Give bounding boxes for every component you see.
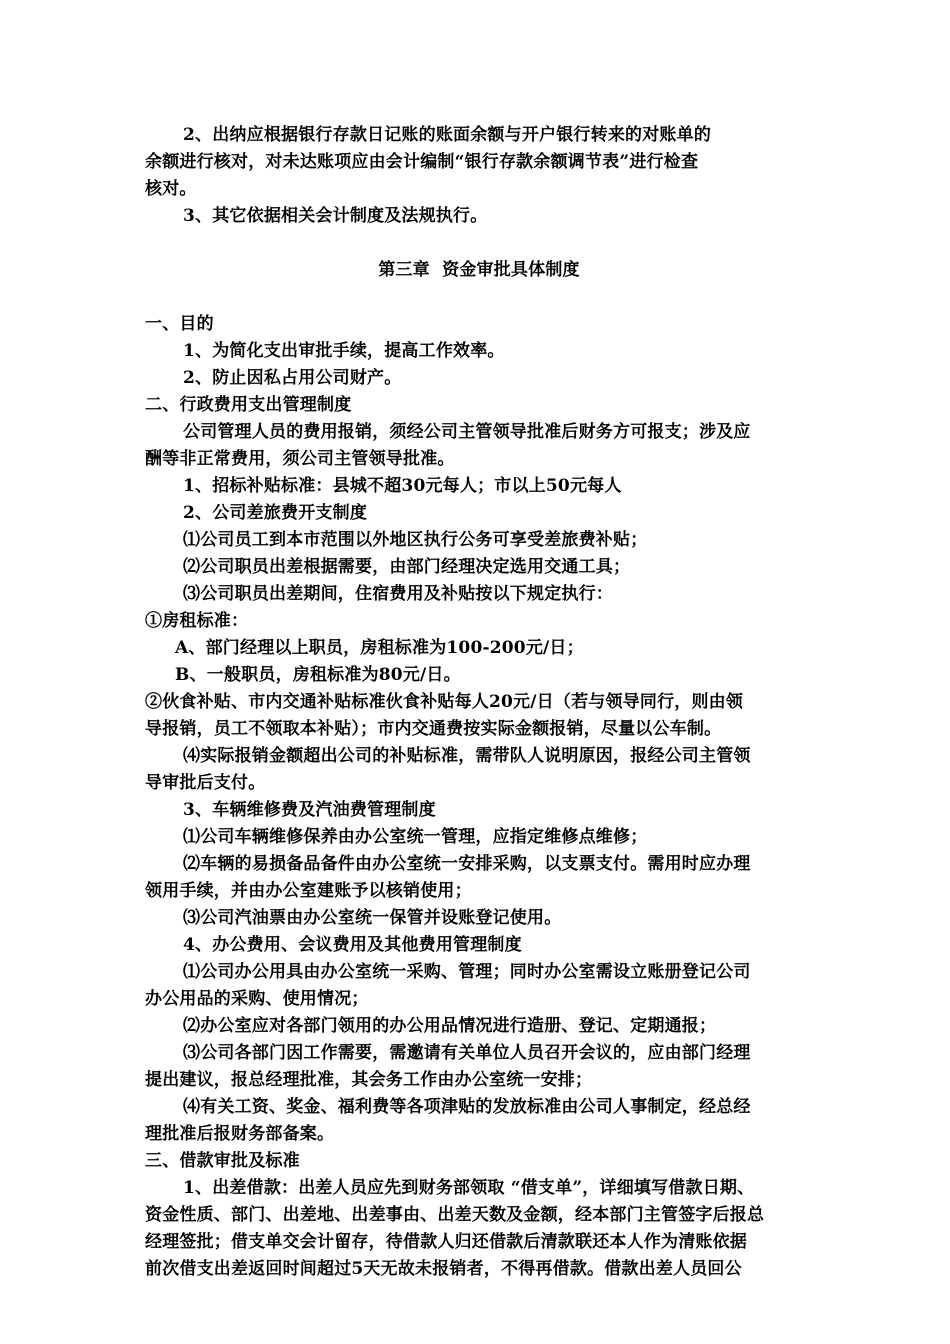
section-top [145, 122, 813, 230]
text-line: 2、出纳应根据银行存款日记账的账面余额与开户银行转来的对账单的 [183, 125, 712, 145]
text-line: 提出建议，报总经理批准，其会务工作由办公室统一安排； [145, 1070, 593, 1090]
text-line: ⑵车辆的易损备品备件由办公室统一安排采购，以支票支付。需用时应办理 [183, 854, 751, 874]
text-line: 1、出差借款：出差人员应先到财务部领取 “借支单”，详细填写借款日期、 [183, 1178, 755, 1198]
text-line: ⑶公司各部门因工作需要，需邀请有关单位人员召开会议的，应由部门经理 [183, 1043, 751, 1063]
text-line: ⑶公司职员出差期间，住宿费用及补贴按以下规定执行： [183, 584, 613, 604]
text-line: ⑴公司车辆维修保养由办公室统一管理，应指定维修点维修； [183, 827, 648, 847]
text-line: 1、为简化支出审批手续，提高工作效率。 [183, 341, 505, 361]
chapter-title: 第三章 资金审批具体制度 [378, 260, 580, 280]
text-line: 前次借支出差返回时间超过5天无故未报销者，不得再借款。借款出差人员回公 [145, 1259, 742, 1279]
text-line: 办公用品的采购、使用情况； [145, 989, 369, 1009]
text-line: ⑶公司汽油票由办公室统一保管并设账登记使用。 [183, 908, 562, 928]
text-line: 经理签批；借支单交会计留存，待借款人归还借款后清款联还本人作为清账依据 [145, 1232, 747, 1252]
text-line: ②伙食补贴、市内交通补贴标准伙食补贴每人20元/日（若与领导同行，则由领 [145, 692, 744, 712]
section-body [145, 311, 813, 1283]
text-line: 3、其它依据相关会计制度及法规执行。 [183, 206, 488, 226]
text-line: 余额进行核对，对未达账项应由会计编制“银行存款余额调节表”进行检查 [145, 152, 699, 172]
document-page [145, 122, 813, 1283]
text-line: 理批准后报财务部备案。 [145, 1124, 335, 1144]
text-line: ⑴公司办公用具由办公室统一采购、管理；同时办公室需设立账册登记公司 [183, 962, 751, 982]
text-line: ⑵办公室应对各部门领用的办公用品情况进行造册、登记、定期通报； [183, 1016, 717, 1036]
text-line: 资金性质、部门、出差地、出差事由、出差天数及金额，经本部门主管签字后报总 [145, 1205, 765, 1225]
text-line: ⑴公司员工到本市范围以外地区执行公务可享受差旅费补贴； [183, 530, 648, 550]
text-line: 导审批后支付。 [145, 773, 266, 793]
text-line: 核对。 [145, 179, 197, 199]
text-line: 3、车辆维修费及汽油费管理制度 [183, 800, 436, 820]
text-line: 酬等非正常费用，须公司主管领导批准。 [145, 449, 455, 469]
text-line: 2、防止因私占用公司财产。 [183, 368, 402, 388]
text-line: 导报销，员工不领取本补贴）；市内交通费按实际金额报销，尽量以公车制。 [145, 719, 722, 739]
text-line: 4、办公费用、会议费用及其他费用管理制度 [183, 935, 522, 955]
text-line: ⑷有关工资、奖金、福利费等各项津贴的发放标准由公司人事制定，经总经 [183, 1097, 751, 1117]
text-line: 一、目的 [145, 314, 214, 334]
text-line: ①房租标准： [145, 611, 249, 631]
text-line: 1、招标补贴标准：县城不超30元每人；市以上50元每人 [183, 476, 622, 496]
text-line: 二、行政费用支出管理制度 [145, 395, 352, 415]
text-line: A、部门经理以上职员，房租标准为100-200元/日； [175, 638, 584, 658]
text-line: 领用手续，并由办公室建账予以核销使用； [145, 881, 472, 901]
text-line: 公司管理人员的费用报销，须经公司主管领导批准后财务方可报支；涉及应 [183, 422, 751, 442]
text-line: 2、公司差旅费开支制度 [183, 503, 368, 523]
text-line: ⑵公司职员出差根据需要，由部门经理决定选用交通工具； [183, 557, 631, 577]
text-line: 三、借款审批及标准 [145, 1151, 300, 1171]
text-line: B、一般职员，房租标准为80元/日。 [175, 665, 461, 685]
text-line: ⑷实际报销金额超出公司的补贴标准，需带队人说明原因，报经公司主管领 [183, 746, 751, 766]
